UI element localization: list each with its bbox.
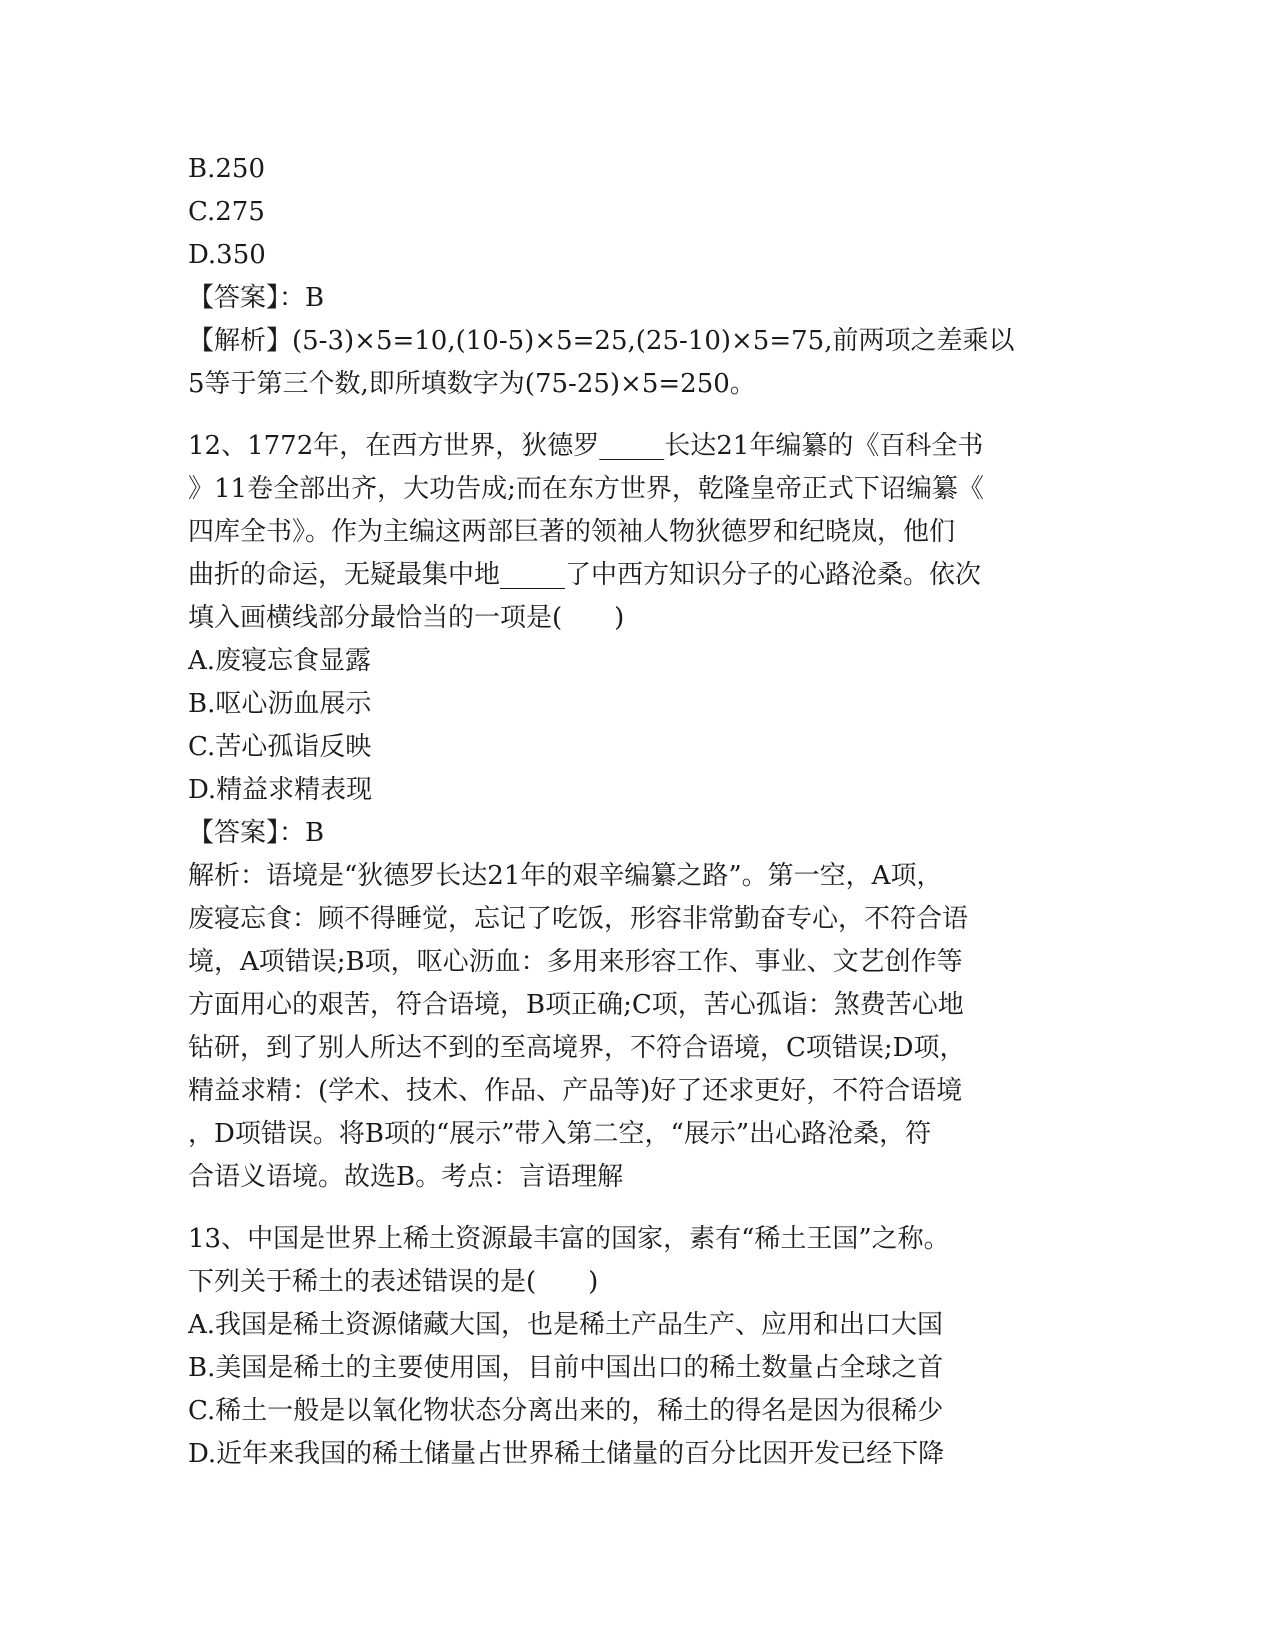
option-b: B.呕心沥血展示 [188, 689, 372, 719]
question-stem-line: 曲折的命运，无疑最集中地_____了中西方知识分子的心路沧桑。依次 [188, 560, 982, 590]
analysis-line: 方面用心的艰苦，符合语境，B项正确;C项，苦心孤诣：煞费苦心地 [188, 990, 964, 1020]
option-a: A.废寝忘食显露 [188, 646, 372, 676]
option-c: C.275 [188, 197, 265, 227]
option-a: A.我国是稀土资源储藏大国，也是稀土产品生产、应用和出口大国 [188, 1310, 944, 1340]
document-body [188, 148, 1088, 1476]
question-stem-line: 13、中国是世界上稀土资源最丰富的国家，素有“稀土王国”之称。 [188, 1224, 950, 1254]
spacer [188, 406, 1088, 425]
answer: 【答案】：B [188, 818, 325, 848]
analysis-line: 【解析】(5-3)×5=10,(10-5)×5=25,(25-10)×5=75,前两项之差乘以 [188, 326, 1015, 356]
question-13 [188, 1218, 1088, 1476]
analysis-line: 钻研，到了别人所达不到的至高境界，不符合语境，C项错误;D项， [188, 1033, 966, 1063]
analysis-line: 5等于第三个数,即所填数字为(75-25)×5=250。 [188, 369, 756, 399]
question-11-tail [188, 148, 1088, 406]
analysis-line: 废寝忘食：顾不得睡觉，忘记了吃饭，形容非常勤奋专心，不符合语 [188, 904, 969, 934]
question-stem-line: 填入画横线部分最恰当的一项是( ) [188, 603, 625, 633]
question-12 [188, 425, 1088, 1199]
analysis-line: 境，A项错误;B项，呕心沥血：多用来形容工作、事业、文艺创作等 [188, 947, 963, 977]
question-stem-line: 下列关于稀土的表述错误的是( ) [188, 1267, 599, 1297]
option-d: D.近年来我国的稀土储量占世界稀土储量的百分比因开发已经下降 [188, 1439, 945, 1469]
option-d: D.350 [188, 240, 266, 270]
analysis-line: 解析：语境是“狄德罗长达21年的艰辛编纂之路”。第一空，A项， [188, 861, 943, 891]
spacer [188, 1199, 1088, 1218]
answer: 【答案】：B [188, 283, 325, 313]
option-c: C.苦心孤诣反映 [188, 732, 372, 762]
analysis-line: ，D项错误。将B项的“展示”带入第二空，“展示”出心路沧桑，符 [188, 1119, 932, 1149]
analysis-line: 精益求精：(学术、技术、作品、产品等)好了还求更好，不符合语境 [188, 1076, 963, 1106]
question-stem-line: 》11卷全部出齐，大功告成;而在东方世界，乾隆皇帝正式下诏编纂《 [188, 474, 984, 504]
option-b: B.美国是稀土的主要使用国，目前中国出口的稀土数量占全球之首 [188, 1353, 944, 1383]
question-stem-line: 四库全书》。作为主编这两部巨著的领袖人物狄德罗和纪晓岚，他们 [188, 517, 956, 547]
option-c: C.稀土一般是以氧化物状态分离出来的，稀土的得名是因为很稀少 [188, 1396, 944, 1426]
option-d: D.精益求精表现 [188, 775, 373, 805]
analysis-line: 合语义语境。故选B。考点：言语理解 [188, 1162, 624, 1192]
option-b: B.250 [188, 154, 265, 184]
question-stem-line: 12、1772年，在西方世界，狄德罗_____长达21年编纂的《百科全书 [188, 431, 984, 461]
